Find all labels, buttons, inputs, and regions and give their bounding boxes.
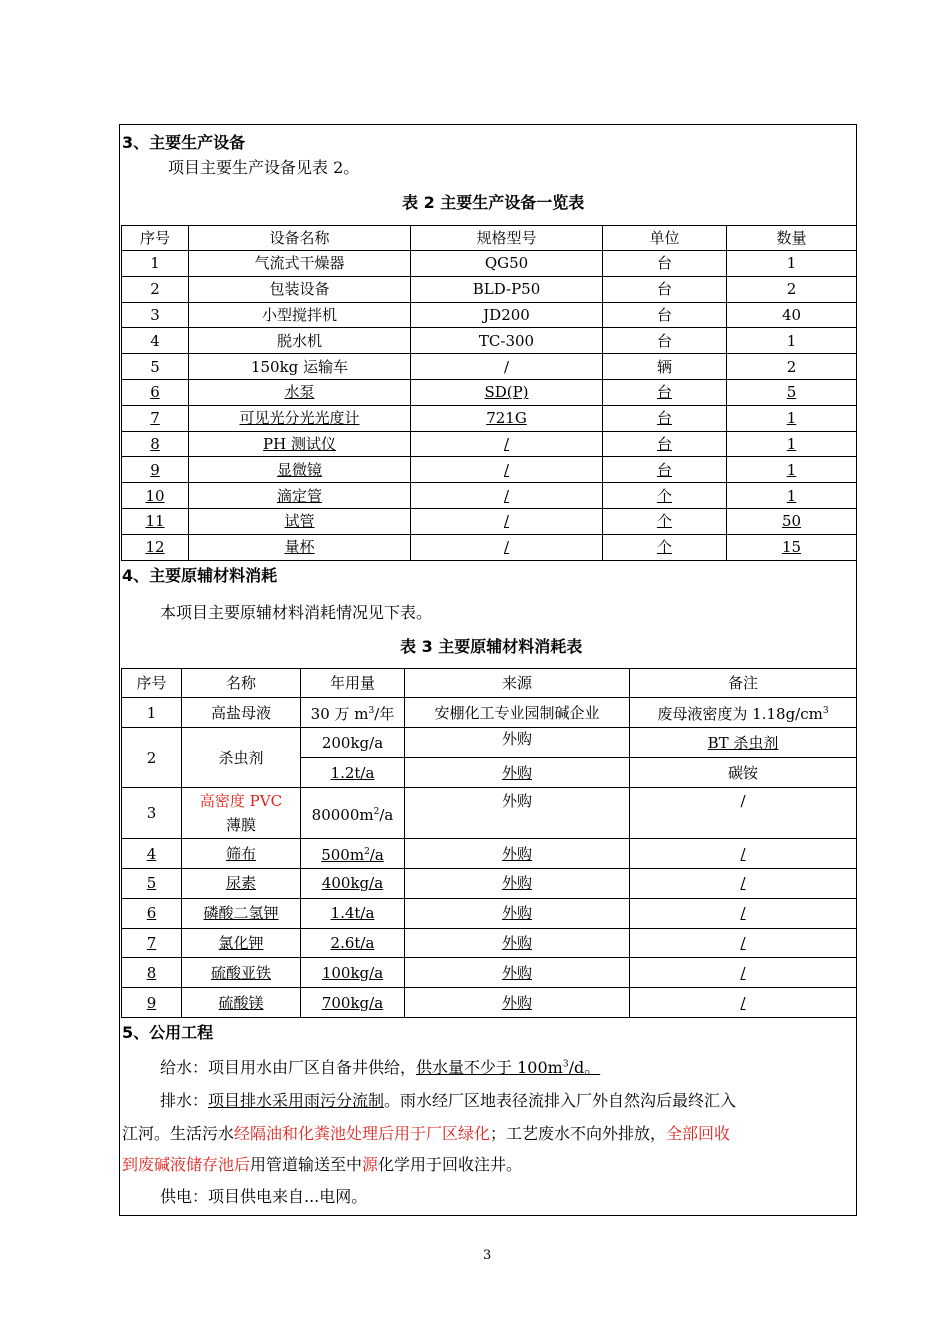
section4-heading: 4、主要原辅材料消耗 (122, 566, 278, 585)
drainage-line-1: 排水：项目排水采用雨污分流制。雨水经厂区地表径流排入厂外自然沟后最终汇入 (160, 1091, 737, 1110)
cell-unit: 个 (603, 508, 727, 534)
cell-name: 显微镜 (189, 457, 411, 483)
cell-no: 11 (122, 508, 189, 534)
cell-unit: 个 (603, 534, 727, 560)
cell-no: 4 (122, 839, 182, 869)
cell-amount: 1.2t/a (301, 758, 405, 788)
table-row (122, 728, 857, 758)
cell-source: 外购 (405, 758, 630, 788)
cell-name: 氯化钾 (182, 928, 301, 958)
table-row (122, 328, 857, 354)
cell-name: 高盐母液 (182, 698, 301, 728)
cell-qty: 1 (727, 431, 857, 457)
table-row (122, 431, 857, 457)
cell-unit: 台 (603, 379, 727, 405)
cell-model: 721G (411, 405, 603, 431)
header-cell: 设备名称 (189, 226, 411, 251)
cell-source: 外购 (405, 728, 630, 758)
cell-no: 9 (122, 457, 189, 483)
cell-name: 高密度 PVC 薄膜 (182, 788, 301, 839)
header-cell: 序号 (122, 669, 182, 698)
cell-no: 3 (122, 788, 182, 839)
cell-source: 安棚化工专业园制碱企业 (405, 698, 630, 728)
cell-source: 外购 (405, 839, 630, 869)
cell-unit: 台 (603, 405, 727, 431)
cell-no: 8 (122, 431, 189, 457)
cell-no: 7 (122, 405, 189, 431)
cell-qty: 1 (727, 457, 857, 483)
cell-model: / (411, 508, 603, 534)
cell-model: / (411, 431, 603, 457)
table-row (122, 379, 857, 405)
table2-caption: 表 2 主要生产设备一览表 (402, 193, 585, 212)
table-row (122, 354, 857, 380)
cell-name: 筛布 (182, 839, 301, 869)
table-header-row (122, 669, 857, 698)
table-row (122, 483, 857, 509)
cell-no: 8 (122, 958, 182, 988)
cell-name: 杀虫剂 (182, 728, 301, 788)
power-supply-line: 供电：项目供电来自...电网。 (160, 1187, 368, 1206)
water-supply-line: 给水：项目用水由厂区自备井供给，供水量不少于 $100m^3/d$。 (160, 1058, 601, 1077)
table-row (122, 508, 857, 534)
cell-source: 外购 (405, 988, 630, 1018)
header-cell: 备注 (630, 669, 857, 698)
cell-qty: 15 (727, 534, 857, 560)
cell-note: / (630, 788, 857, 839)
cell-qty: 40 (727, 302, 857, 328)
cell-qty: 2 (727, 354, 857, 380)
header-cell: 年用量 (301, 669, 405, 698)
cell-name: 小型搅拌机 (189, 302, 411, 328)
cell-qty: 5 (727, 379, 857, 405)
page-number: 3 (483, 1248, 492, 1263)
cell-amount: 2.6t/a (301, 928, 405, 958)
table-header-row (122, 226, 857, 251)
cell-no: 7 (122, 928, 182, 958)
cell-name: 尿素 (182, 869, 301, 899)
cell-amount: 700kg/a (301, 988, 405, 1018)
table-row (122, 928, 857, 958)
cell-qty: 1 (727, 405, 857, 431)
cell-qty: 1 (727, 328, 857, 354)
table-row (122, 788, 857, 839)
cell-amount: 30 万 $m^3/$年 (301, 698, 405, 728)
table-row (122, 698, 857, 728)
cell-no: 12 (122, 534, 189, 560)
section5-heading: 5、公用工程 (122, 1023, 214, 1042)
section3-intro: 项目主要生产设备见表 2。 (168, 158, 360, 177)
cell-source: 外购 (405, 958, 630, 988)
cell-no: 10 (122, 483, 189, 509)
cell-no: 6 (122, 898, 182, 928)
header-cell: 数量 (727, 226, 857, 251)
cell-name: PH 测试仪 (189, 431, 411, 457)
cell-source: 外购 (405, 928, 630, 958)
cell-amount: $500m^2/a$ (301, 839, 405, 869)
cell-note: / (630, 839, 857, 869)
cell-no: 1 (122, 698, 182, 728)
cell-no: 1 (122, 251, 189, 277)
cell-model: SD(P) (411, 379, 603, 405)
table-row (122, 988, 857, 1018)
equipment-table (121, 225, 857, 561)
cell-name: 硫酸镁 (182, 988, 301, 1018)
cell-source: 外购 (405, 869, 630, 899)
cell-qty: 50 (727, 508, 857, 534)
cell-model: / (411, 534, 603, 560)
cell-amount: 100kg/a (301, 958, 405, 988)
cell-qty: 2 (727, 276, 857, 302)
table-row (122, 405, 857, 431)
section3-heading: 3、主要生产设备 (122, 133, 246, 152)
cell-model: / (411, 457, 603, 483)
cell-name: 试管 (189, 508, 411, 534)
cell-name: 滴定管 (189, 483, 411, 509)
materials-table (121, 668, 857, 1018)
cell-unit: 台 (603, 251, 727, 277)
table-row (122, 958, 857, 988)
table-row (122, 839, 857, 869)
cell-name: 可见光分光光度计 (189, 405, 411, 431)
cell-model: / (411, 483, 603, 509)
cell-note: / (630, 898, 857, 928)
cell-source: 外购 (405, 898, 630, 928)
cell-unit: 辆 (603, 354, 727, 380)
cell-name: 包装设备 (189, 276, 411, 302)
cell-name: 磷酸二氢钾 (182, 898, 301, 928)
cell-amount: 200kg/a (301, 728, 405, 758)
drainage-line-3: 到废碱液储存池后用管道输送至中源化学用于回收注井。 (122, 1155, 523, 1174)
table-row (122, 898, 857, 928)
cell-model: JD200 (411, 302, 603, 328)
table-row (122, 251, 857, 277)
cell-note: 碳铵 (630, 758, 857, 788)
cell-unit: 台 (603, 431, 727, 457)
cell-amount: 400kg/a (301, 869, 405, 899)
cell-no: 3 (122, 302, 189, 328)
cell-amount: $80000m^2/a$ (301, 788, 405, 839)
cell-model: QG50 (411, 251, 603, 277)
cell-note: 废母液密度为 $1.18g/cm^3$ (630, 698, 857, 728)
cell-source: 外购 (405, 788, 630, 839)
table3-caption: 表 3 主要原辅材料消耗表 (400, 637, 583, 656)
section4-intro: 本项目主要原辅材料消耗情况见下表。 (160, 603, 433, 622)
cell-unit: 个 (603, 483, 727, 509)
cell-name: 硫酸亚铁 (182, 958, 301, 988)
cell-unit: 台 (603, 276, 727, 302)
cell-name: 150kg 运输车 (189, 354, 411, 380)
cell-no: 2 (122, 276, 189, 302)
table-row (122, 457, 857, 483)
cell-model: BLD-P50 (411, 276, 603, 302)
table-row (122, 869, 857, 899)
cell-model: / (411, 354, 603, 380)
table-row (122, 534, 857, 560)
cell-amount: 1.4t/a (301, 898, 405, 928)
cell-unit: 台 (603, 302, 727, 328)
header-cell: 名称 (182, 669, 301, 698)
cell-name: 水泵 (189, 379, 411, 405)
cell-no: 5 (122, 354, 189, 380)
cell-note: / (630, 958, 857, 988)
cell-no: 5 (122, 869, 182, 899)
cell-no: 9 (122, 988, 182, 1018)
cell-no: 6 (122, 379, 189, 405)
header-cell: 序号 (122, 226, 189, 251)
cell-note: / (630, 988, 857, 1018)
cell-no: 4 (122, 328, 189, 354)
cell-unit: 台 (603, 328, 727, 354)
cell-model: TC-300 (411, 328, 603, 354)
cell-name: 脱水机 (189, 328, 411, 354)
drainage-line-2: 江河。生活污水经隔油和化粪池处理后用于厂区绿化；工艺废水不向外排放，全部回收 (122, 1124, 731, 1143)
header-cell: 来源 (405, 669, 630, 698)
cell-note: / (630, 869, 857, 899)
cell-qty: 1 (727, 251, 857, 277)
cell-name: 气流式干燥器 (189, 251, 411, 277)
cell-name: 量杯 (189, 534, 411, 560)
header-cell: 单位 (603, 226, 727, 251)
cell-note: / (630, 928, 857, 958)
cell-unit: 台 (603, 457, 727, 483)
table-row (122, 302, 857, 328)
cell-no: 2 (122, 728, 182, 788)
table-row (122, 276, 857, 302)
cell-note: BT 杀虫剂 (630, 728, 857, 758)
cell-qty: 1 (727, 483, 857, 509)
header-cell: 规格型号 (411, 226, 603, 251)
